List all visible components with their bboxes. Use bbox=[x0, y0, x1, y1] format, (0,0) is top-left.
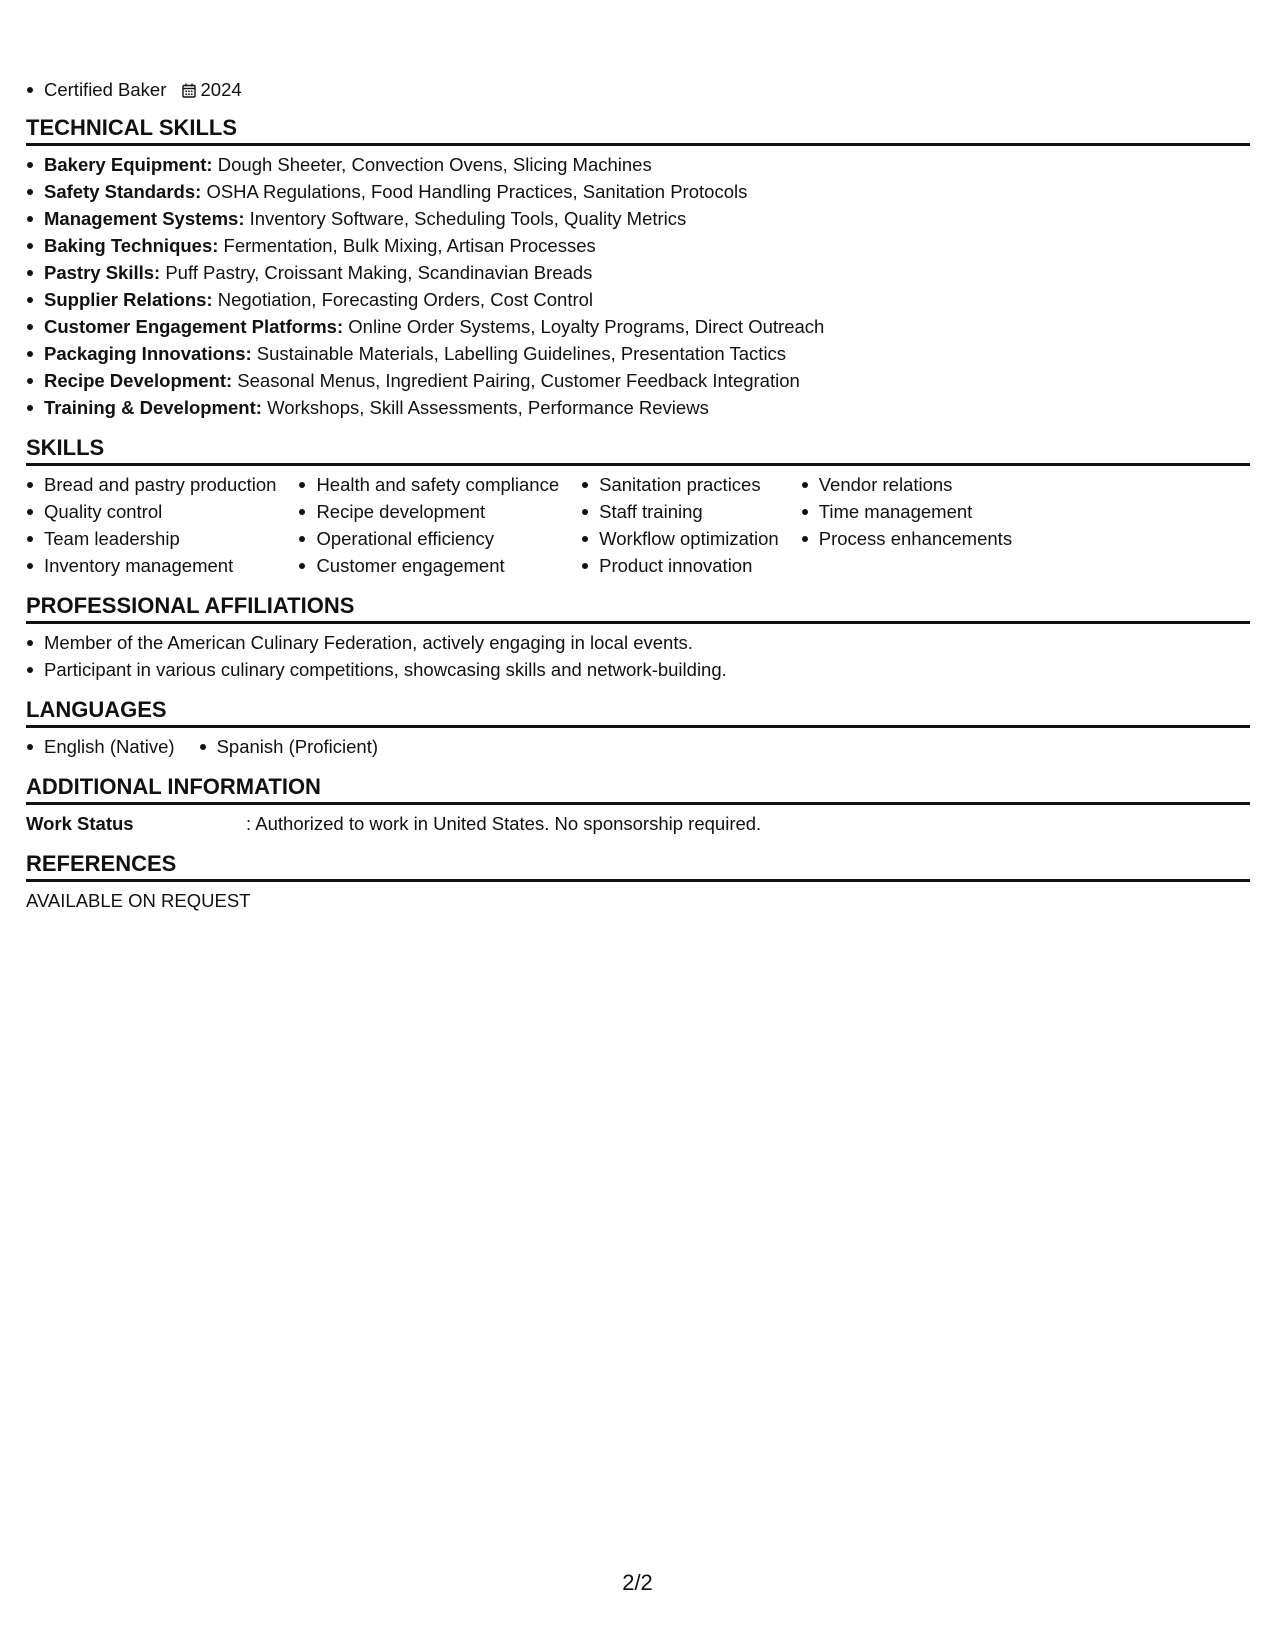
technical-skill-value: Dough Sheeter, Convection Ovens, Slicing Machines bbox=[217, 154, 652, 175]
certification-list bbox=[26, 76, 1250, 103]
technical-skill-value: Sustainable Materials, Labelling Guidelines, Presentation Tactics bbox=[256, 343, 787, 364]
skill-item: Health and safety compliance bbox=[298, 471, 559, 498]
calendar-icon bbox=[182, 83, 196, 98]
skill-item: Operational efficiency bbox=[298, 525, 559, 552]
skill-item: Staff training bbox=[581, 498, 779, 525]
technical-skill-label: Safety Standards: bbox=[44, 181, 202, 202]
technical-skill-item bbox=[26, 178, 1250, 205]
technical-skill-item bbox=[26, 259, 1250, 286]
certification-date-wrap bbox=[182, 79, 242, 100]
skills-column bbox=[26, 471, 276, 579]
technical-skill-item bbox=[26, 232, 1250, 259]
technical-skill-value: Negotiation, Forecasting Orders, Cost Control bbox=[217, 289, 594, 310]
technical-skill-item bbox=[26, 313, 1250, 340]
skill-item: Vendor relations bbox=[801, 471, 1012, 498]
technical-skill-value: Seasonal Menus, Ingredient Pairing, Customer Feedback Integration bbox=[237, 370, 800, 391]
references-section bbox=[26, 847, 1250, 914]
skills-grid bbox=[26, 471, 1250, 579]
info-value: : Authorized to work in United States. No sponsorship required. bbox=[246, 813, 762, 834]
technical-skill-label: Supplier Relations: bbox=[44, 289, 213, 310]
technical-skill-item bbox=[26, 151, 1250, 178]
additional-info-section bbox=[26, 770, 1250, 837]
affiliations-section bbox=[26, 589, 1250, 683]
skill-item: Team leadership bbox=[26, 525, 276, 552]
skill-item: Time management bbox=[801, 498, 1012, 525]
technical-skill-item bbox=[26, 286, 1250, 313]
languages-list bbox=[26, 733, 1250, 760]
section-title-technical-skills: TECHNICAL SKILLS bbox=[26, 111, 1250, 146]
skills-column bbox=[581, 471, 779, 579]
technical-skills-section bbox=[26, 111, 1250, 421]
skill-item: Inventory management bbox=[26, 552, 276, 579]
section-title-languages: LANGUAGES bbox=[26, 693, 1250, 728]
skills-section bbox=[26, 431, 1250, 579]
section-title-references: REFERENCES bbox=[26, 847, 1250, 882]
technical-skill-item bbox=[26, 205, 1250, 232]
affiliation-item: Participant in various culinary competitions, showcasing skills and network-building. bbox=[26, 656, 1250, 683]
technical-skills-list bbox=[26, 151, 1250, 421]
technical-skill-label: Packaging Innovations: bbox=[44, 343, 252, 364]
skill-item: Customer engagement bbox=[298, 552, 559, 579]
language-item: English (Native) bbox=[26, 733, 175, 760]
skill-item: Product innovation bbox=[581, 552, 779, 579]
affiliations-list bbox=[26, 629, 1250, 683]
skills-column bbox=[801, 471, 1012, 579]
section-title-additional-info: ADDITIONAL INFORMATION bbox=[26, 770, 1250, 805]
technical-skill-label: Training & Development: bbox=[44, 397, 262, 418]
technical-skill-label: Baking Techniques: bbox=[44, 235, 219, 256]
info-key: Work Status bbox=[26, 813, 134, 834]
affiliation-item: Member of the American Culinary Federation, actively engaging in local events. bbox=[26, 629, 1250, 656]
page-number: 2/2 bbox=[622, 1570, 653, 1595]
certification-name: Certified Baker bbox=[44, 79, 167, 100]
skills-column bbox=[298, 471, 559, 579]
skill-item: Quality control bbox=[26, 498, 276, 525]
technical-skill-label: Customer Engagement Platforms: bbox=[44, 316, 344, 337]
certification-date: 2024 bbox=[200, 79, 242, 100]
skill-item: Bread and pastry production bbox=[26, 471, 276, 498]
technical-skill-label: Pastry Skills: bbox=[44, 262, 161, 283]
technical-skill-item bbox=[26, 367, 1250, 394]
info-row-work-status bbox=[26, 810, 1250, 837]
skill-item: Recipe development bbox=[298, 498, 559, 525]
technical-skill-label: Recipe Development: bbox=[44, 370, 233, 391]
languages-section bbox=[26, 693, 1250, 760]
technical-skill-value: Fermentation, Bulk Mixing, Artisan Processes bbox=[223, 235, 596, 256]
skill-item: Workflow optimization bbox=[581, 525, 779, 552]
skill-item: Process enhancements bbox=[801, 525, 1012, 552]
technical-skill-item bbox=[26, 394, 1250, 421]
technical-skill-value: Workshops, Skill Assessments, Performance Reviews bbox=[267, 397, 709, 418]
resume-page bbox=[26, 76, 1250, 924]
technical-skill-label: Bakery Equipment: bbox=[44, 154, 213, 175]
technical-skill-label: Management Systems: bbox=[44, 208, 245, 229]
skill-item: Sanitation practices bbox=[581, 471, 779, 498]
technical-skill-value: Online Order Systems, Loyalty Programs, Direct Outreach bbox=[348, 316, 825, 337]
references-text: AVAILABLE ON REQUEST bbox=[26, 890, 251, 911]
section-title-skills: SKILLS bbox=[26, 431, 1250, 466]
language-item: Spanish (Proficient) bbox=[199, 733, 378, 760]
technical-skill-value: Puff Pastry, Croissant Making, Scandinavian Breads bbox=[165, 262, 593, 283]
section-title-affiliations: PROFESSIONAL AFFILIATIONS bbox=[26, 589, 1250, 624]
technical-skill-value: Inventory Software, Scheduling Tools, Quality Metrics bbox=[249, 208, 687, 229]
certification-item bbox=[26, 76, 1250, 103]
technical-skill-value: OSHA Regulations, Food Handling Practices, Sanitation Protocols bbox=[206, 181, 748, 202]
technical-skill-item bbox=[26, 340, 1250, 367]
